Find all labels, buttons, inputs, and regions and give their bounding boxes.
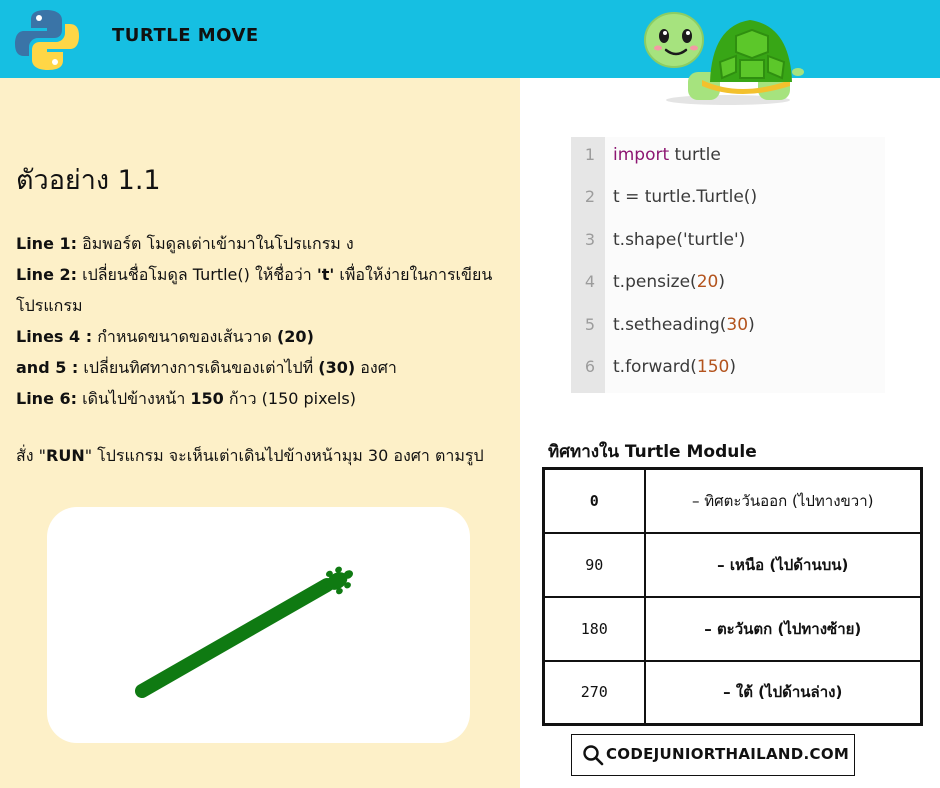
line-descriptions — [16, 228, 512, 414]
direction-cell: – ตะวันตก (ไปทางซ้าย) — [645, 597, 922, 661]
degree-cell: 270 — [544, 661, 645, 725]
turtle-output-canvas — [47, 507, 470, 743]
code-line-1: 1 import turtle — [584, 145, 721, 165]
line-4-desc: Lines 4 : กำหนดขนาดของเส้นวาด (20) — [16, 327, 314, 346]
code-line-6: 6 t.forward(150) — [584, 357, 736, 377]
line-1-desc: Line 1: อิมพอร์ต โมดูลเต่าเข้ามาในโปรแกรม ง — [16, 234, 354, 253]
table-row — [544, 597, 922, 661]
app-title: TURTLE MOVE — [112, 25, 259, 46]
table-row — [544, 533, 922, 597]
turtle-drawing — [47, 507, 470, 743]
degree-cell: 180 — [544, 597, 645, 661]
website-url: CODEJUNIORTHAILAND.COM — [606, 745, 850, 763]
code-line-5: 5 t.setheading(30) — [584, 315, 755, 335]
code-editor — [571, 137, 885, 393]
degree-cell: 0 — [544, 469, 645, 533]
turtle-path-line — [142, 585, 327, 691]
directions-table — [542, 467, 923, 726]
code-line-3: 3 t.shape('turtle') — [584, 230, 746, 250]
python-logo-icon — [14, 8, 80, 72]
code-line-4: 4 t.pensize(20) — [584, 272, 725, 292]
line-2-desc: Line 2: เปลี่ยนชื่อโมดูล Turtle() ให้ชื่อว่า 't' เพื่อให้ง่ายในการเขียน โปรแกรม — [16, 265, 493, 315]
direction-cell: – ทิศตะวันออก (ไปทางขวา) — [645, 469, 922, 533]
table-row — [544, 469, 922, 533]
line-5-desc: and 5 : เปลี่ยนทิศทางการเดินของเต่าไปที่ (30) องศา — [16, 358, 397, 377]
direction-cell: – เหนือ (ไปด้านบน) — [645, 533, 922, 597]
degree-cell: 90 — [544, 533, 645, 597]
line-6-desc: Line 6: เดินไปข้างหน้า 150 ก้าว (150 pixels) — [16, 389, 356, 408]
directions-title: ทิศทางใน Turtle Module — [548, 442, 757, 462]
website-link[interactable] — [571, 734, 855, 776]
code-line-2: 2 t = turtle.Turtle() — [584, 187, 758, 207]
search-icon — [581, 743, 605, 767]
table-row — [544, 661, 922, 725]
run-instruction: สั่ง "RUN" โปรแกรม จะเห็นเต่าเดินไปข้างหน้ามุม 30 องศา ตามรูป — [16, 446, 484, 465]
example-title: ตัวอย่าง 1.1 — [16, 165, 161, 196]
turtle-mascot-icon — [640, 6, 805, 106]
direction-cell: – ใต้ (ไปด้านล่าง) — [645, 661, 922, 725]
